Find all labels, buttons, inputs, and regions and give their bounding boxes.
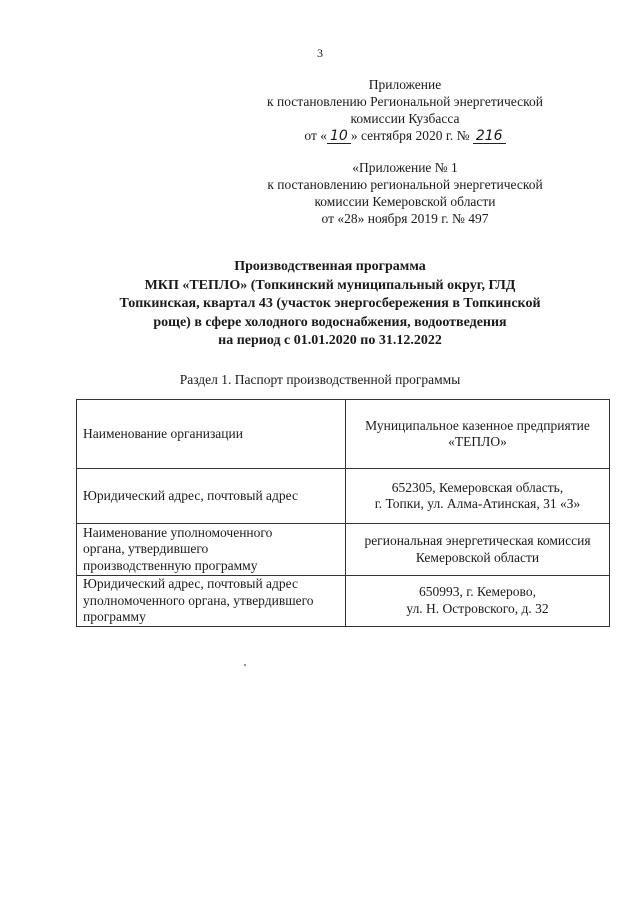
- table-row: [77, 400, 610, 469]
- appendix-date-middle: » сентября 2020 г. №: [350, 128, 470, 143]
- appendix-date-prefix: от «: [304, 128, 327, 143]
- appendix-date-line: [240, 127, 570, 144]
- table-cell-label: [77, 576, 346, 627]
- appendix-original-title: «Приложение № 1: [352, 160, 458, 175]
- table-cell-value: [346, 524, 610, 576]
- cell-text: производственную программу: [83, 557, 258, 573]
- program-title: [70, 258, 590, 351]
- program-title-line: на период с 01.01.2020 по 31.12.2022: [218, 333, 442, 348]
- appendix-title: Приложение: [368, 77, 442, 92]
- cell-text: г. Топки, ул. Алма-Атинская, 31 «З»: [374, 496, 581, 511]
- appendix-header-current: [240, 76, 570, 144]
- program-title-line: Топкинская, квартал 43 (участок энергосбережения в Топкинской: [119, 296, 541, 311]
- cell-text: программу: [83, 609, 146, 624]
- page-number: 3: [317, 46, 323, 60]
- cell-text: Юридический адрес, почтовый адрес: [83, 487, 298, 503]
- cell-text: ул. Н. Островского, д. 32: [406, 600, 549, 616]
- table-row: [77, 576, 610, 627]
- cell-text: Наименование организации: [83, 425, 243, 441]
- cell-text: Муниципальное казенное предприятие: [365, 417, 590, 433]
- program-title-line: МКП «ТЕПЛО» (Топкинский муниципальный округ, ГЛД: [144, 277, 516, 293]
- table-cell-value: [346, 469, 610, 524]
- appendix-resolution-line: к постановлению Региональной энергетической: [267, 94, 543, 109]
- handwritten-number: 216: [473, 129, 506, 144]
- cell-text: уполномоченного органа, утвердившего: [83, 592, 314, 608]
- table-row: [77, 524, 610, 576]
- appendix-original-date-line: от «28» ноября 2019 г. № 497: [321, 211, 489, 226]
- appendix-original-commission-line: комиссии Кемеровской области: [314, 194, 496, 209]
- cell-text: «ТЕПЛО»: [448, 434, 507, 449]
- appendix-commission-line: комиссии Кузбасса: [350, 111, 460, 126]
- cell-text: 652305, Кемеровская область,: [391, 479, 564, 495]
- table-cell-value: [346, 400, 610, 469]
- cell-text: Юридический адрес, почтовый адрес: [83, 576, 298, 591]
- cell-text: Наименование уполномоченного: [83, 524, 273, 540]
- appendix-original-resolution-line: к постановлению региональной энергетической: [267, 177, 543, 192]
- cell-text: Кемеровской области: [415, 549, 540, 565]
- scan-speck: [244, 664, 246, 666]
- cell-text: региональная энергетическая комиссия: [364, 533, 591, 548]
- program-title-line: Производственная программа: [234, 259, 426, 274]
- handwritten-day: 10: [327, 129, 351, 144]
- table-cell-label: [77, 524, 346, 576]
- program-title-line: роще) в сфере холодного водоснабжения, водоотведения: [153, 314, 507, 330]
- table-cell-label: [77, 400, 346, 469]
- section-heading: Раздел 1. Паспорт производственной программы: [179, 372, 461, 387]
- appendix-header-original: [240, 159, 570, 227]
- table-row: [77, 469, 610, 524]
- table-cell-label: [77, 469, 346, 524]
- passport-table: [76, 399, 610, 627]
- cell-text: 650993, г. Кемерово,: [419, 584, 536, 600]
- table-cell-value: [346, 576, 610, 627]
- cell-text: органа, утвердившего: [83, 541, 209, 557]
